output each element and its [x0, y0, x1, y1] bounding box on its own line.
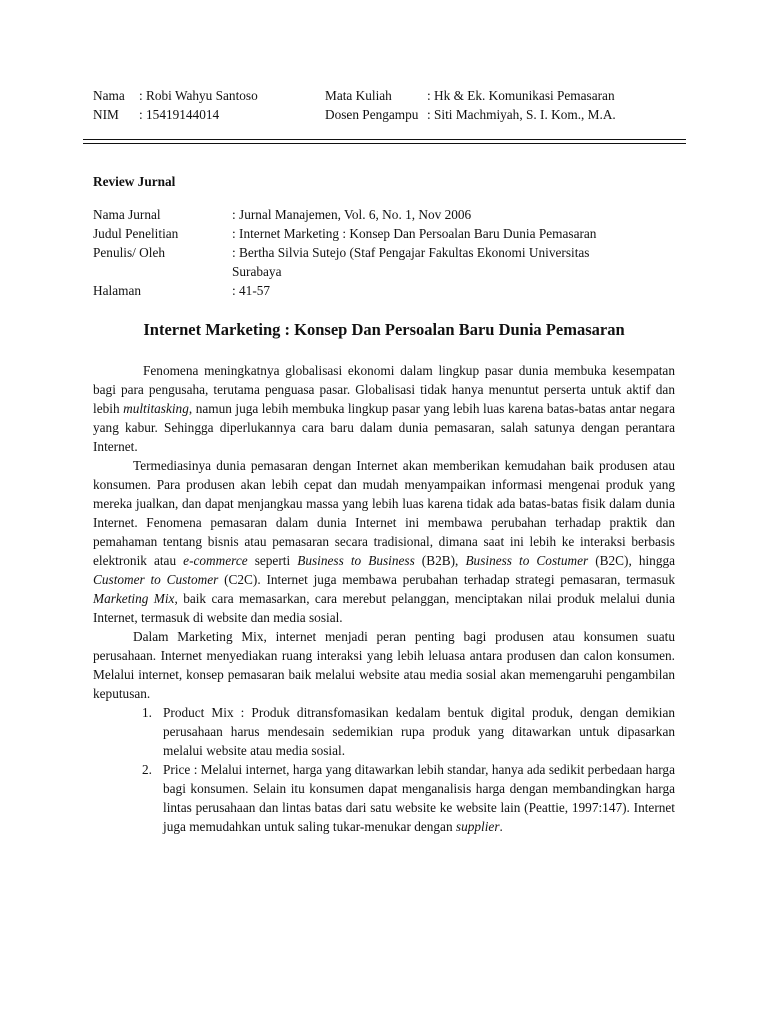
list-text: Product Mix : Produk ditransfomasikan kedalam bentuk digital produk, dengan demikian perusahaan harus mendesain sedemikian rupa produk yang ditawarkan untuk dipasarkan melalui website atau media sosial. — [163, 705, 675, 758]
meta-row — [93, 262, 673, 281]
meta-value: : 41-57 — [232, 283, 271, 298]
p1-italic-multitasking: multitasking — [123, 401, 189, 416]
matkul-value: : Hk & Ek. Komunikasi Pemasaran — [427, 88, 615, 103]
list-number: 2. — [142, 762, 152, 777]
meta-row — [93, 243, 673, 262]
list-item — [93, 760, 675, 836]
p1-text-a: Fenomena meningkatnya globalisasi ekonomi dalam lingkup pasar dunia membuka kesempatan bagi para pengusaha, terutama penguasa pasar. Globalisasi tidak hanya menuntut perserta untuk aktif dan lebih — [93, 363, 675, 416]
meta-value: Surabaya — [232, 264, 282, 279]
article-body — [93, 361, 675, 836]
p1-text-c: , namun juga lebih membuka lingkup pasar yang lebih luas karena batas-batas antar negara yang kabur. Sehingga diperlukannya cara baru dalam dunia pemasaran, salah satunya dengan perantara Internet. — [93, 401, 675, 454]
list-number: 1. — [142, 705, 152, 720]
p2-text-k: , baik cara memasarkan, cara merebut pelanggan, menciptakan nilai produk melalui dunia Internet, termasuk di website dan media sosial. — [93, 591, 675, 625]
p2-text-a: Termediasinya dunia pemasaran dengan Internet akan memberikan kemudahan baik produsen atau konsumen. Para produsen akan lebih cepat dan mudah menyampaikan informasi mengenai produk yang mereka jualkan, dan dapat menjangkau massa yang lebih luas karena tidak ada batas-batas fisik dalam dunia Internet. Fenomena pemasaran dalam dunia Internet ini membawa perubahan terhadap praktik dan pemahaman tentang bisnis atau pemasaran secara tradisional, dimana saat ini lebih ke interaksi berbasis elektronik atau — [93, 458, 675, 568]
p2-italic-marketing-mix: Marketing Mix — [93, 591, 175, 606]
p2-text-i: (C2C). Internet juga membawa perubahan terhadap strategi pemasaran, termasuk — [218, 572, 675, 587]
meta-label: Nama Jurnal — [93, 207, 161, 222]
paragraph-3: Dalam Marketing Mix, internet menjadi peran penting bagi produsen atau konsumen suatu perusahaan. Internet menyediakan ruang interaksi yang lebih leluasa antara produsen dan calon konsumen. Melalui internet, konsep pemasaran baik melalui website atau media sosial akan memengaruhi pengambilan keputusan. — [93, 629, 675, 701]
dosen-value: : Siti Machmiyah, S. I. Kom., M.A. — [427, 107, 616, 122]
p2-italic-ecommerce: e-commerce — [183, 553, 248, 568]
p2-text-e: (B2B), — [414, 553, 466, 568]
dosen-label: Dosen Pengampu — [325, 107, 419, 122]
meta-label: Halaman — [93, 283, 141, 298]
review-heading: Review Jurnal — [93, 174, 176, 189]
meta-value: : Jurnal Manajemen, Vol. 6, No. 1, Nov 2006 — [232, 207, 472, 222]
review-metadata — [93, 205, 673, 300]
paragraph-1 — [93, 361, 675, 456]
meta-label — [93, 262, 232, 281]
p2-text-c: seperti — [247, 553, 298, 568]
header-divider-top — [83, 139, 686, 140]
meta-value: : Internet Marketing : Konsep Dan Persoalan Baru Dunia Pemasaran — [232, 226, 597, 241]
list-text-end: . — [499, 819, 503, 834]
list-item — [93, 703, 675, 760]
p2-italic-b2c: Business to Costumer — [465, 553, 589, 568]
list-italic-supplier: supplier — [455, 819, 500, 834]
meta-value: : Bertha Silvia Sutejo (Staf Pengajar Fakultas Ekonomi Universitas — [232, 245, 590, 260]
marketing-mix-list — [93, 703, 675, 836]
meta-row — [93, 281, 673, 300]
paragraph-2 — [93, 456, 675, 627]
nama-label: Nama — [93, 88, 125, 103]
meta-row — [93, 224, 673, 243]
matkul-label: Mata Kuliah — [325, 88, 392, 103]
p2-italic-b2b: Business to Business — [297, 553, 415, 568]
p2-text-g: (B2C), hingga — [588, 553, 676, 568]
list-text-wrapper — [163, 760, 675, 836]
meta-label: Judul Penelitian — [93, 226, 179, 241]
nama-value: : Robi Wahyu Santoso — [139, 88, 258, 103]
list-text: Price : Melalui internet, harga yang ditawarkan lebih standar, hanya ada sedikit perbedaan harga bagi konsumen. Selain itu konsumen dapat menganalisis harga dengan membandingkan harga lintas perusahaan dan lintas batas dari satu website ke website lain (Peattie, 1997:147). Internet juga memudahkan untuk saling tukar-menukar dengan — [163, 762, 675, 834]
nim-label: NIM — [93, 107, 119, 122]
p2-italic-c2c: Customer to Customer — [93, 572, 219, 587]
header-divider-bottom — [83, 143, 686, 144]
meta-row — [93, 205, 673, 224]
article-title: Internet Marketing : Konsep Dan Persoalan Baru Dunia Pemasaran — [143, 320, 625, 339]
student-header — [93, 86, 693, 124]
meta-label: Penulis/ Oleh — [93, 245, 166, 260]
nim-value: : 15419144014 — [139, 107, 220, 122]
